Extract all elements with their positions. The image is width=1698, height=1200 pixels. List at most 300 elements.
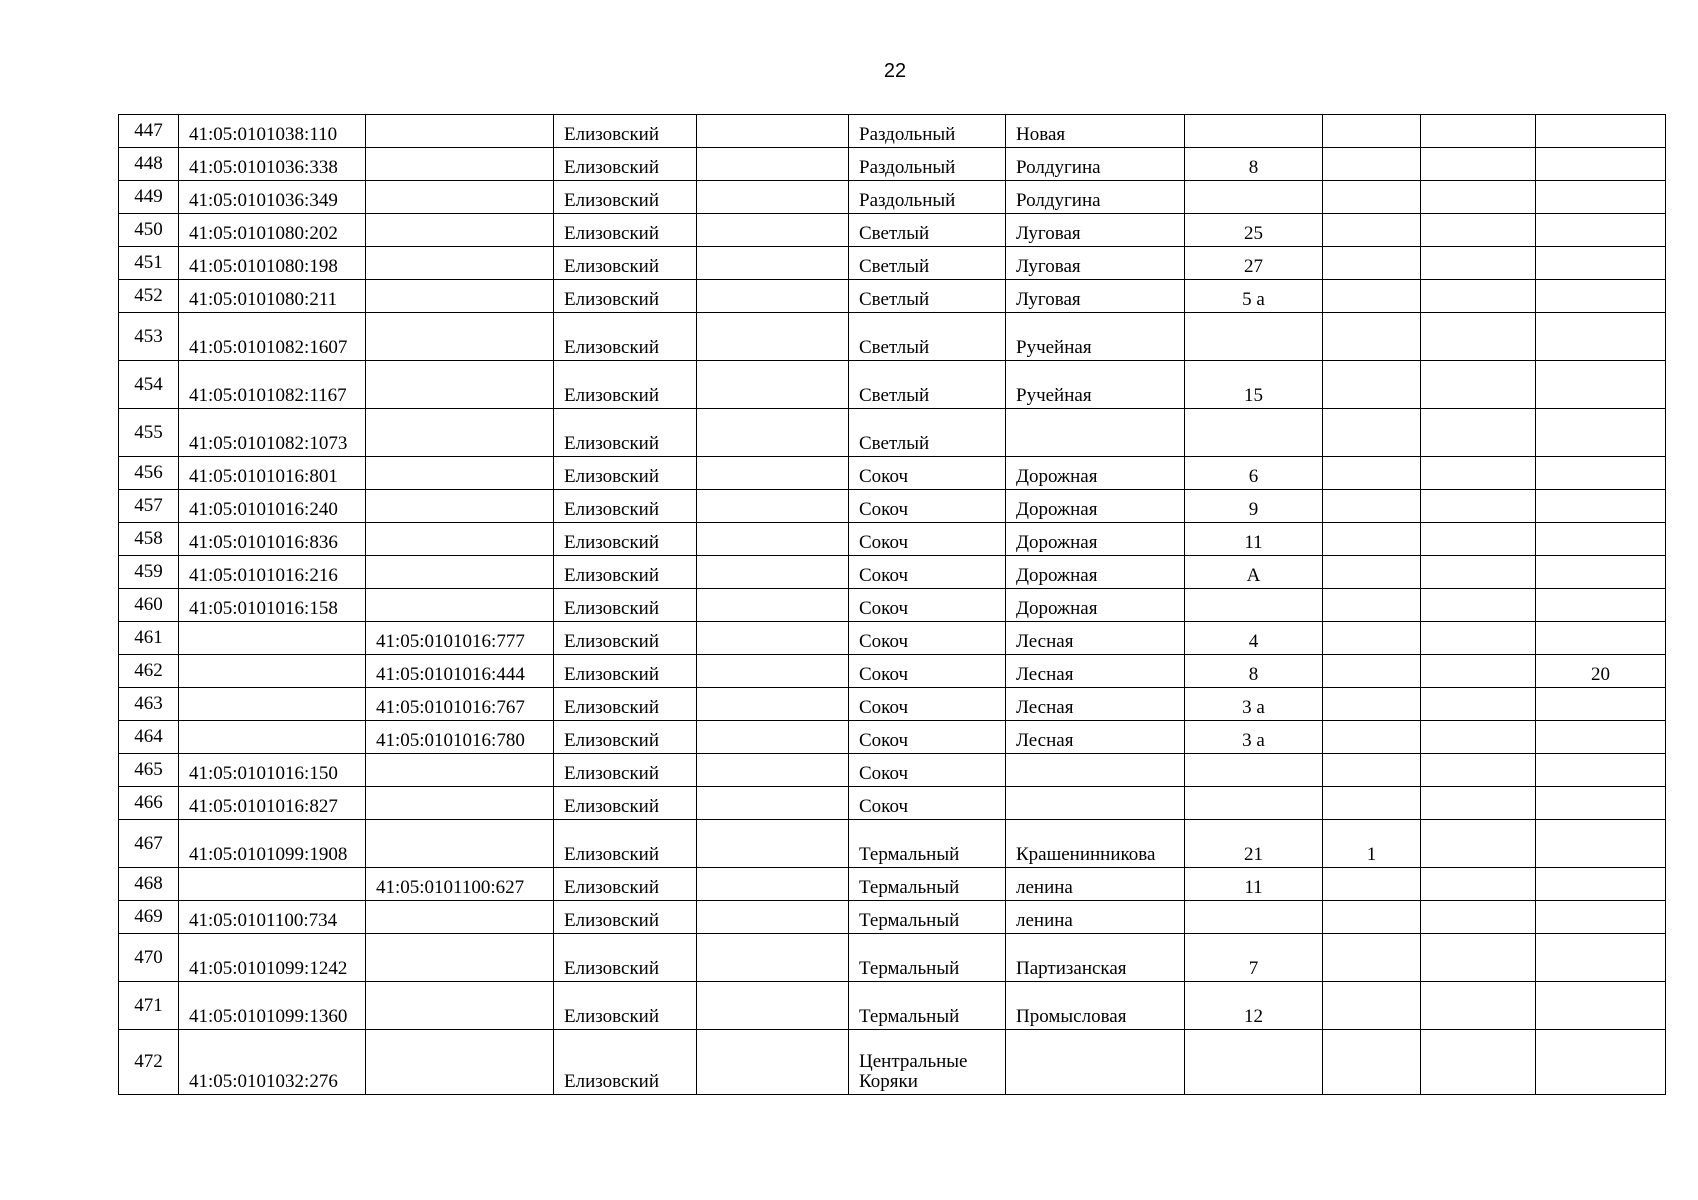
empty-cell [697,901,849,934]
row-number-cell: 466 [119,787,179,820]
empty-cell [697,361,849,409]
extra-cell [1421,934,1536,982]
building-cell [1323,787,1421,820]
empty-cell [697,787,849,820]
street-cell: Дорожная [1006,556,1185,589]
extra-cell [1421,589,1536,622]
table-row [119,589,1666,622]
cadastral-number-cell: 41:05:0101082:1167 [179,361,366,409]
apartment-cell [1536,868,1666,901]
empty-cell [697,115,849,148]
building-cell [1323,490,1421,523]
settlement-cell: Сокоч [849,721,1006,754]
empty-cell [697,688,849,721]
related-cadastral-number-cell [366,214,554,247]
cadastral-number-cell: 41:05:0101080:202 [179,214,366,247]
cadastral-number-cell: 41:05:0101016:150 [179,754,366,787]
row-number-cell: 451 [119,247,179,280]
settlement-cell: Раздольный [849,181,1006,214]
row-number-cell: 461 [119,622,179,655]
district-cell: Елизовский [554,655,697,688]
district-cell: Елизовский [554,787,697,820]
building-cell [1323,214,1421,247]
extra-cell [1421,457,1536,490]
table-row [119,181,1666,214]
street-cell: Дорожная [1006,589,1185,622]
apartment-cell [1536,721,1666,754]
table-row [119,280,1666,313]
empty-cell [697,934,849,982]
extra-cell [1421,982,1536,1030]
table-row [119,361,1666,409]
cadastral-number-cell: 41:05:0101082:1073 [179,409,366,457]
house-number-cell [1185,589,1323,622]
street-cell [1006,1030,1185,1095]
empty-cell [697,280,849,313]
row-number-cell: 472 [119,1030,179,1095]
settlement-cell: Светлый [849,280,1006,313]
related-cadastral-number-cell [366,901,554,934]
district-cell: Елизовский [554,901,697,934]
empty-cell [697,820,849,868]
settlement-cell: Сокоч [849,490,1006,523]
street-cell: Дорожная [1006,523,1185,556]
building-cell [1323,901,1421,934]
table-row [119,556,1666,589]
building-cell [1323,247,1421,280]
cadastral-number-cell: 41:05:0101016:216 [179,556,366,589]
empty-cell [697,457,849,490]
empty-cell [697,523,849,556]
row-number-cell: 459 [119,556,179,589]
cadastral-number-cell [179,721,366,754]
settlement-cell: Термальный [849,868,1006,901]
house-number-cell: 12 [1185,982,1323,1030]
apartment-cell [1536,820,1666,868]
page-number: 22 [883,60,907,82]
cadastral-number-cell: 41:05:0101099:1242 [179,934,366,982]
settlement-cell: Термальный [849,982,1006,1030]
row-number-cell: 453 [119,313,179,361]
cadastral-number-cell: 41:05:0101016:240 [179,490,366,523]
district-cell: Елизовский [554,148,697,181]
building-cell [1323,934,1421,982]
settlement-cell: Центральные Коряки [849,1030,1006,1095]
apartment-cell [1536,982,1666,1030]
related-cadastral-number-cell [366,115,554,148]
district-cell: Елизовский [554,247,697,280]
cadastral-number-cell: 41:05:0101038:110 [179,115,366,148]
building-cell [1323,361,1421,409]
cadastral-number-cell [179,868,366,901]
empty-cell [697,982,849,1030]
street-cell [1006,409,1185,457]
cadastral-number-cell: 41:05:0101099:1360 [179,982,366,1030]
street-cell: Лесная [1006,688,1185,721]
row-number-cell: 464 [119,721,179,754]
district-cell: Елизовский [554,181,697,214]
apartment-cell [1536,490,1666,523]
related-cadastral-number-cell: 41:05:0101016:780 [366,721,554,754]
house-number-cell: 21 [1185,820,1323,868]
street-cell: Дорожная [1006,457,1185,490]
district-cell: Елизовский [554,361,697,409]
apartment-cell [1536,688,1666,721]
building-cell [1323,721,1421,754]
cadastral-number-cell: 41:05:0101032:276 [179,1030,366,1095]
related-cadastral-number-cell [366,247,554,280]
related-cadastral-number-cell [366,934,554,982]
related-cadastral-number-cell [366,181,554,214]
table-row [119,655,1666,688]
related-cadastral-number-cell [366,820,554,868]
district-cell: Елизовский [554,313,697,361]
table-row [119,115,1666,148]
street-cell: Луговая [1006,214,1185,247]
district-cell: Елизовский [554,868,697,901]
related-cadastral-number-cell: 41:05:0101016:444 [366,655,554,688]
district-cell: Елизовский [554,490,697,523]
extra-cell [1421,556,1536,589]
table-body [119,115,1666,1095]
extra-cell [1421,523,1536,556]
house-number-cell: 7 [1185,934,1323,982]
empty-cell [697,409,849,457]
table-row [119,721,1666,754]
extra-cell [1421,688,1536,721]
table-row [119,313,1666,361]
street-cell: Крашенинникова [1006,820,1185,868]
apartment-cell [1536,409,1666,457]
district-cell: Елизовский [554,589,697,622]
cadastral-number-cell: 41:05:0101016:827 [179,787,366,820]
street-cell: Партизанская [1006,934,1185,982]
settlement-cell: Термальный [849,934,1006,982]
cadastral-number-cell: 41:05:0101016:158 [179,589,366,622]
row-number-cell: 471 [119,982,179,1030]
empty-cell [697,1030,849,1095]
row-number-cell: 448 [119,148,179,181]
house-number-cell: 4 [1185,622,1323,655]
settlement-cell: Светлый [849,214,1006,247]
row-number-cell: 454 [119,361,179,409]
cadastral-number-cell: 41:05:0101099:1908 [179,820,366,868]
street-cell: Луговая [1006,280,1185,313]
settlement-cell: Раздольный [849,115,1006,148]
building-cell [1323,589,1421,622]
building-cell [1323,982,1421,1030]
house-number-cell: 11 [1185,523,1323,556]
settlement-cell: Сокоч [849,457,1006,490]
empty-cell [697,181,849,214]
street-cell: Ролдугина [1006,148,1185,181]
table-row [119,622,1666,655]
district-cell: Елизовский [554,688,697,721]
table-row [119,523,1666,556]
row-number-cell: 460 [119,589,179,622]
empty-cell [697,589,849,622]
cadastral-number-cell [179,622,366,655]
building-cell [1323,655,1421,688]
house-number-cell [1185,181,1323,214]
house-number-cell: 15 [1185,361,1323,409]
house-number-cell: 3 а [1185,688,1323,721]
apartment-cell [1536,247,1666,280]
extra-cell [1421,820,1536,868]
district-cell: Елизовский [554,1030,697,1095]
empty-cell [697,655,849,688]
row-number-cell: 456 [119,457,179,490]
extra-cell [1421,655,1536,688]
apartment-cell [1536,313,1666,361]
district-cell: Елизовский [554,409,697,457]
building-cell [1323,409,1421,457]
row-number-cell: 469 [119,901,179,934]
extra-cell [1421,280,1536,313]
street-cell: ленина [1006,868,1185,901]
house-number-cell: 9 [1185,490,1323,523]
house-number-cell: 3 а [1185,721,1323,754]
building-cell [1323,181,1421,214]
settlement-cell: Светлый [849,409,1006,457]
extra-cell [1421,115,1536,148]
extra-cell [1421,247,1536,280]
apartment-cell [1536,214,1666,247]
district-cell: Елизовский [554,457,697,490]
table-row [119,148,1666,181]
apartment-cell [1536,457,1666,490]
building-cell [1323,754,1421,787]
cadastral-number-cell: 41:05:0101016:836 [179,523,366,556]
street-cell: Ручейная [1006,313,1185,361]
settlement-cell: Термальный [849,901,1006,934]
extra-cell [1421,1030,1536,1095]
building-cell [1323,688,1421,721]
empty-cell [697,313,849,361]
extra-cell [1421,622,1536,655]
extra-cell [1421,490,1536,523]
street-cell: Новая [1006,115,1185,148]
settlement-cell: Сокоч [849,556,1006,589]
building-cell [1323,115,1421,148]
apartment-cell [1536,787,1666,820]
street-cell: Дорожная [1006,490,1185,523]
house-number-cell [1185,754,1323,787]
house-number-cell: 8 [1185,148,1323,181]
extra-cell [1421,901,1536,934]
house-number-cell [1185,313,1323,361]
related-cadastral-number-cell [366,457,554,490]
settlement-cell: Сокоч [849,589,1006,622]
cadastral-number-cell: 41:05:0101080:198 [179,247,366,280]
settlement-cell: Сокоч [849,523,1006,556]
cadastral-number-cell: 41:05:0101082:1607 [179,313,366,361]
street-cell: Ролдугина [1006,181,1185,214]
house-number-cell [1185,115,1323,148]
table-row [119,982,1666,1030]
related-cadastral-number-cell [366,313,554,361]
settlement-cell: Светлый [849,247,1006,280]
row-number-cell: 463 [119,688,179,721]
extra-cell [1421,148,1536,181]
apartment-cell [1536,556,1666,589]
table-row [119,901,1666,934]
related-cadastral-number-cell [366,787,554,820]
table-row [119,490,1666,523]
related-cadastral-number-cell: 41:05:0101016:777 [366,622,554,655]
apartment-cell [1536,589,1666,622]
house-number-cell: 6 [1185,457,1323,490]
house-number-cell: 5 а [1185,280,1323,313]
apartment-cell [1536,115,1666,148]
apartment-cell [1536,148,1666,181]
table-row [119,1030,1666,1095]
extra-cell [1421,868,1536,901]
cadastral-number-cell: 41:05:0101016:801 [179,457,366,490]
street-cell: Луговая [1006,247,1185,280]
house-number-cell: 27 [1185,247,1323,280]
building-cell [1323,868,1421,901]
related-cadastral-number-cell [366,589,554,622]
apartment-cell [1536,1030,1666,1095]
house-number-cell [1185,409,1323,457]
related-cadastral-number-cell [366,361,554,409]
apartment-cell [1536,361,1666,409]
street-cell: Ручейная [1006,361,1185,409]
apartment-cell [1536,901,1666,934]
street-cell: Лесная [1006,622,1185,655]
related-cadastral-number-cell [366,754,554,787]
extra-cell [1421,181,1536,214]
empty-cell [697,868,849,901]
table-row [119,787,1666,820]
district-cell: Елизовский [554,556,697,589]
extra-cell [1421,721,1536,754]
settlement-cell: Сокоч [849,787,1006,820]
street-cell: Промысловая [1006,982,1185,1030]
apartment-cell [1536,754,1666,787]
related-cadastral-number-cell [366,490,554,523]
building-cell [1323,523,1421,556]
row-number-cell: 457 [119,490,179,523]
extra-cell [1421,214,1536,247]
settlement-cell: Термальный [849,820,1006,868]
empty-cell [697,148,849,181]
district-cell: Елизовский [554,214,697,247]
row-number-cell: 458 [119,523,179,556]
empty-cell [697,754,849,787]
related-cadastral-number-cell [366,148,554,181]
extra-cell [1421,787,1536,820]
building-cell [1323,1030,1421,1095]
district-cell: Елизовский [554,622,697,655]
cadastral-number-cell [179,655,366,688]
apartment-cell [1536,280,1666,313]
row-number-cell: 452 [119,280,179,313]
row-number-cell: 470 [119,934,179,982]
empty-cell [697,214,849,247]
related-cadastral-number-cell [366,523,554,556]
settlement-cell: Сокоч [849,688,1006,721]
related-cadastral-number-cell [366,556,554,589]
street-cell: Лесная [1006,655,1185,688]
district-cell: Елизовский [554,754,697,787]
cadastral-number-cell: 41:05:0101036:349 [179,181,366,214]
building-cell [1323,148,1421,181]
settlement-cell: Раздольный [849,148,1006,181]
row-number-cell: 455 [119,409,179,457]
district-cell: Елизовский [554,523,697,556]
house-number-cell [1185,1030,1323,1095]
apartment-cell [1536,523,1666,556]
table-row [119,409,1666,457]
related-cadastral-number-cell: 41:05:0101016:767 [366,688,554,721]
related-cadastral-number-cell [366,409,554,457]
building-cell [1323,457,1421,490]
house-number-cell: 11 [1185,868,1323,901]
building-cell: 1 [1323,820,1421,868]
row-number-cell: 467 [119,820,179,868]
empty-cell [697,556,849,589]
related-cadastral-number-cell [366,280,554,313]
house-number-cell [1185,787,1323,820]
settlement-cell: Светлый [849,361,1006,409]
address-registry-table [118,114,1666,1095]
row-number-cell: 462 [119,655,179,688]
table-row [119,214,1666,247]
row-number-cell: 465 [119,754,179,787]
apartment-cell [1536,181,1666,214]
extra-cell [1421,754,1536,787]
settlement-cell: Сокоч [849,622,1006,655]
table-row [119,754,1666,787]
house-number-cell [1185,901,1323,934]
street-cell [1006,754,1185,787]
row-number-cell: 447 [119,115,179,148]
street-cell: ленина [1006,901,1185,934]
district-cell: Елизовский [554,115,697,148]
building-cell [1323,313,1421,361]
table-row [119,247,1666,280]
apartment-cell [1536,934,1666,982]
row-number-cell: 468 [119,868,179,901]
table-row [119,934,1666,982]
district-cell: Елизовский [554,820,697,868]
empty-cell [697,247,849,280]
extra-cell [1421,361,1536,409]
settlement-cell: Сокоч [849,655,1006,688]
building-cell [1323,556,1421,589]
building-cell [1323,280,1421,313]
district-cell: Елизовский [554,982,697,1030]
house-number-cell: 25 [1185,214,1323,247]
house-number-cell: А [1185,556,1323,589]
district-cell: Елизовский [554,934,697,982]
related-cadastral-number-cell: 41:05:0101100:627 [366,868,554,901]
related-cadastral-number-cell [366,1030,554,1095]
district-cell: Елизовский [554,721,697,754]
row-number-cell: 449 [119,181,179,214]
empty-cell [697,721,849,754]
cadastral-number-cell [179,688,366,721]
extra-cell [1421,313,1536,361]
house-number-cell: 8 [1185,655,1323,688]
street-cell: Лесная [1006,721,1185,754]
cadastral-number-cell: 41:05:0101080:211 [179,280,366,313]
table-row [119,457,1666,490]
cadastral-number-cell: 41:05:0101036:338 [179,148,366,181]
apartment-cell: 20 [1536,655,1666,688]
